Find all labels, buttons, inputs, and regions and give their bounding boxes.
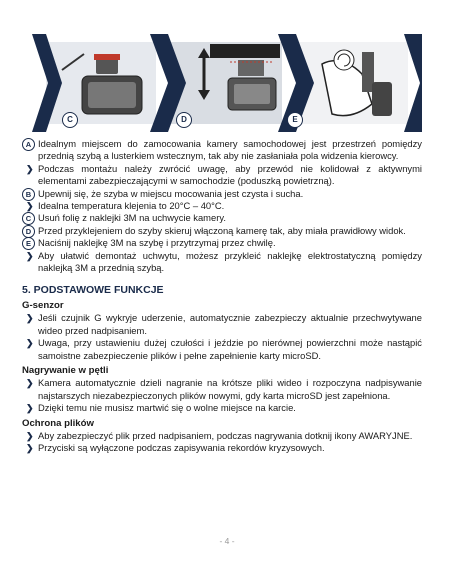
section-title: 5. PODSTAWOWE FUNKCJE	[22, 284, 164, 297]
step-d	[22, 225, 422, 237]
label-c: C	[62, 112, 78, 128]
list-item-text: Przyciski są wyłączone podczas zapisywania rekordów kryzysowych.	[38, 442, 325, 454]
step-c	[22, 212, 422, 224]
installation-illustration	[32, 34, 422, 132]
list-item	[22, 312, 422, 337]
step-bullet	[22, 200, 422, 212]
label-e: E	[287, 112, 303, 128]
subheading-loop-recording: Nagrywanie w pętli	[22, 364, 109, 376]
step-text: Przed przyklejeniem do szyby skieruj włączoną kamerę tak, aby miała prawidłowy widok.	[38, 224, 406, 236]
chevron-right-icon: ❯	[26, 250, 34, 261]
list-item-text: Dzięki temu nie musisz martwić się o wolne miejsce na karcie.	[38, 402, 296, 414]
step-letter: E	[22, 237, 35, 250]
step-text: Idealna temperatura klejenia to 20°C – 40°C.	[38, 200, 225, 212]
list-item	[22, 402, 422, 414]
chevron-right-icon: ❯	[26, 313, 34, 324]
step-a	[22, 138, 422, 163]
step-bullet	[22, 250, 422, 275]
chevron-right-icon: ❯	[26, 430, 34, 441]
list-item	[22, 430, 422, 442]
installation-steps-graphic	[32, 34, 422, 132]
step-letter: C	[22, 212, 35, 225]
chevron-right-icon: ❯	[26, 378, 34, 389]
manual-content	[22, 138, 422, 455]
list-item-text: Uwaga, przy ustawieniu dużej czułości i jeździe po nierównej powierzchni może nastąpić samoistne zabezpieczenie plików i pełne zapełnienie karty microSD.	[38, 337, 422, 361]
step-text: Idealnym miejscem do zamocowania kamery samochodowej jest przestrzeń pomiędzy przednią szybą a lusterkiem wstecznym, tak aby nie zasłaniała pola widzenia kierowcy.	[38, 138, 422, 162]
step-text: Aby ułatwić demontaż uchwytu, możesz przykleić naklejkę elektrostatyczną pomiędzy naklejką 3M a przednią szybą.	[38, 249, 422, 274]
step-text: Podczas montażu należy zwrócić uwagę, aby przewód nie kolidował z aktywnymi elementami zabezpieczającymi w samochodzie (poduszką powietrzną).	[38, 162, 422, 187]
chevron-right-icon: ❯	[26, 443, 34, 454]
list-item	[22, 337, 422, 362]
list-item-text: Jeśli czujnik G wykryje uderzenie, automatycznie zabezpieczy aktualnie przechwytywane wideo przed nadpisaniem.	[38, 312, 422, 336]
step-text: Naciśnij naklejkę 3M na szybę i przytrzymaj przez chwilę.	[38, 237, 276, 249]
step-letter: D	[22, 225, 35, 238]
subheading-g-sensor: G-senzor	[22, 299, 64, 311]
step-text: Usuń folię z naklejki 3M na uchwycie kamery.	[38, 212, 226, 224]
chevron-right-icon: ❯	[26, 403, 34, 414]
step-b	[22, 188, 422, 200]
step-bullet	[22, 163, 422, 188]
step-e	[22, 237, 422, 249]
page-number: - 4 -	[219, 536, 235, 546]
chevron-right-icon: ❯	[26, 201, 34, 212]
subheading-file-protection: Ochrona plików	[22, 417, 94, 429]
list-item-text: Kamera automatycznie dzieli nagranie na krótsze pliki wideo i rozpoczyna nadpisywanie najstarszych niezabezpieczonych plików nowymi, gdy karta microSD jest zapełniona.	[38, 377, 422, 401]
list-item	[22, 377, 422, 402]
list-item-text: Aby zabezpieczyć plik przed nadpisaniem, podczas nagrywania dotknij ikony AWARYJNE.	[38, 429, 413, 441]
chevron-right-icon: ❯	[26, 163, 34, 174]
label-d: D	[176, 112, 192, 128]
step-letter: A	[22, 138, 35, 151]
list-item	[22, 442, 422, 454]
chevron-right-icon: ❯	[26, 338, 34, 349]
step-text: Upewnij się, że szyba w miejscu mocowania jest czysta i sucha.	[38, 187, 304, 199]
step-letter: B	[22, 188, 35, 201]
